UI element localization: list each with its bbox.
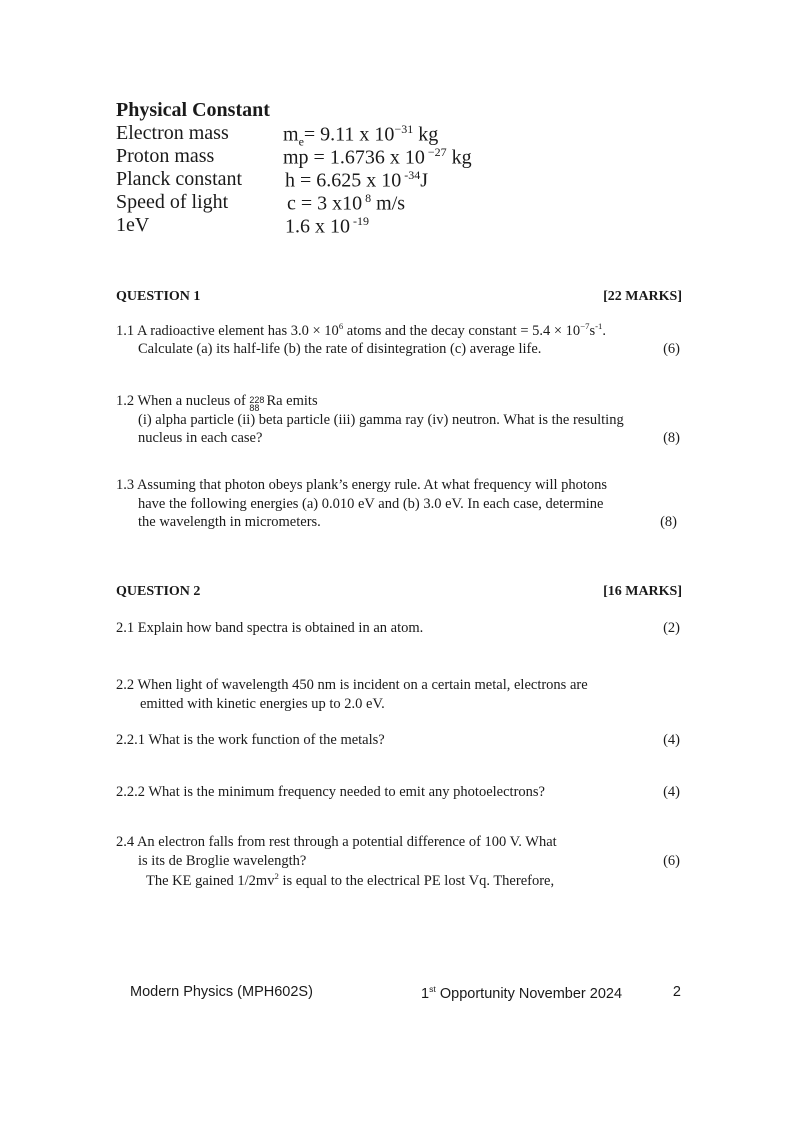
q1-2-text: 1.2 When a nucleus of 228 88 Ra emits [116, 393, 318, 413]
q1-2-marks: (8) [663, 430, 680, 446]
constant-label: Proton mass [116, 145, 215, 167]
q1-3-marks: (8) [660, 514, 677, 530]
q2-4-text: 2.4 An electron falls from rest through a potential difference of 100 V. What [116, 834, 557, 850]
nuclide-notation: 228 88 [249, 395, 265, 413]
q2-1-marks: (2) [663, 620, 680, 636]
q1-3-text-3: the wavelength in micrometers. [138, 514, 321, 530]
page-number: 2 [672, 984, 681, 1000]
footer-course: Modern Physics (MPH602S) [130, 984, 313, 1000]
q1-2-text-3: nucleus in each case? [138, 430, 263, 446]
q2-2-1-text: 2.2.1 What is the work function of the metals? [116, 732, 385, 748]
q1-1-text: 1.1 A radioactive element has $3.0 \times 10^6$ atoms and the decay constant = $5.4 \times 10^{-7}s^{-1}$. [116, 321, 606, 339]
question-2-marks: [16 MARKS] [603, 584, 682, 599]
q2-2-2-text: 2.2.2 What is the minimum frequency needed to emit any photoelectrons? [116, 784, 545, 800]
q1-3-text-2: have the following energies (a) 0.010 eV and (b) 3.0 eV. In each case, determine [138, 496, 604, 512]
q1-3-text: 1.3 Assuming that photon obeys plank’s energy rule. At what frequency will photons [116, 477, 608, 493]
constant-value: 1.6 x 10 $^{-19}$ [285, 214, 369, 238]
q1-1-marks: (6) [663, 341, 680, 357]
constant-label: 1eV [116, 214, 150, 236]
q2-2-1-marks: (4) [663, 732, 680, 748]
q2-4-text-2: is its de Broglie wavelength? [138, 853, 307, 869]
q2-2-text: 2.2 When light of wavelength 450 nm is incident on a certain metal, electrons are [116, 677, 588, 693]
q1-1-text-2: Calculate (a) its half-life (b) the rate of disintegration (c) average life. [138, 341, 542, 357]
constant-label: Planck constant [116, 168, 243, 190]
constant-value: mp = 1.6736 x 10 $^{-27}$ kg [283, 145, 472, 169]
footer-opportunity: 1st Opportunity November 2024 [421, 984, 623, 1002]
question-1-marks: [22 MARKS] [603, 289, 682, 304]
constant-label: Electron mass [116, 122, 229, 144]
constants-title: Physical Constant [116, 99, 270, 121]
constant-label: Speed of light [116, 191, 229, 213]
constant-value: c = 3 x10 $^8$ m/s [287, 191, 406, 215]
q2-4-marks: (6) [663, 853, 680, 869]
q2-1-text: 2.1 Explain how band spectra is obtained in an atom. [116, 620, 424, 636]
q2-4-text-3: The KE gained $1/2mv^2$ is equal to the electrical PE lost Vq. Therefore, [146, 871, 555, 889]
question-2-title: QUESTION 2 [116, 584, 201, 599]
q2-2-text-2: emitted with kinetic energies up to 2.0 eV. [140, 696, 385, 712]
question-1-title: QUESTION 1 [116, 289, 201, 304]
constant-value: $m_e= 9.11$ x $10^{-31}$ kg [283, 122, 439, 149]
constant-value: h = 6.625 x 10 $^{-34}$J [285, 168, 429, 192]
q1-2-text-2: (i) alpha particle (ii) beta particle (iii) gamma ray (iv) neutron. What is the resulting [138, 412, 624, 428]
q2-2-2-marks: (4) [663, 784, 680, 800]
